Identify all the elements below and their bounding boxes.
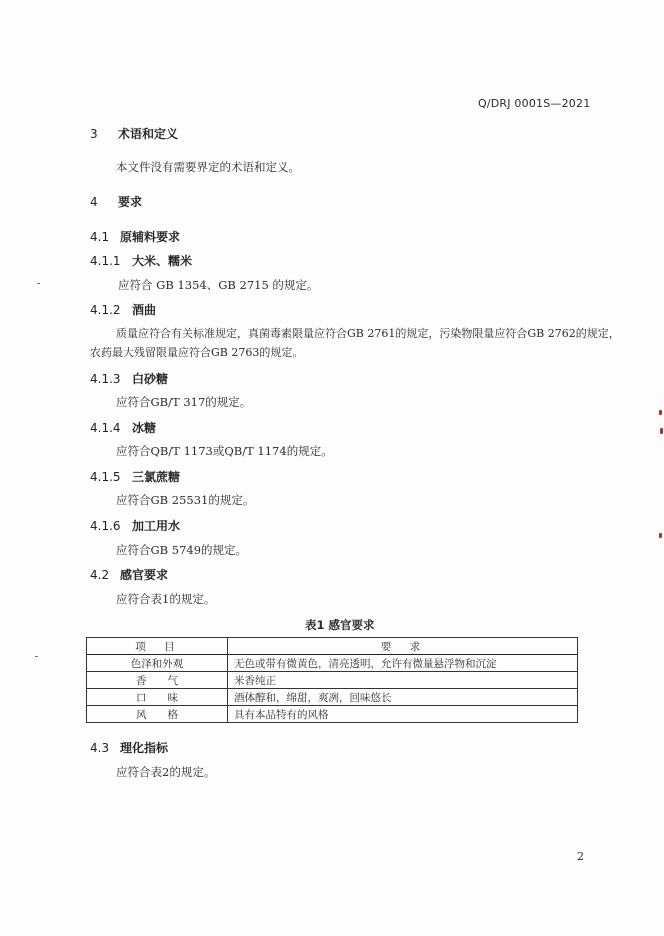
row-item: 口 味 xyxy=(87,689,228,706)
scan-mark xyxy=(660,428,663,434)
paragraph: 应符合表1的规定。 xyxy=(116,592,216,606)
row-requirement: 酒体醇和，绵甜，爽冽，回味悠长 xyxy=(228,689,578,706)
table-title: 表1 感官要求 xyxy=(305,618,375,632)
section-title: 感官要求 xyxy=(120,568,169,582)
section-title: 术语和定义 xyxy=(118,127,179,141)
paragraph-line: 农药最大残留限量应符合GB 2763的规定。 xyxy=(90,346,304,359)
row-item: 色泽和外观 xyxy=(87,655,228,672)
paragraph: 应符合GB 5749的规定。 xyxy=(116,543,248,557)
paragraph: 应符合 GB 1354、GB 2715 的规定。 xyxy=(118,278,319,292)
section-title: 加工用水 xyxy=(132,519,181,533)
paragraph: 本文件没有需要界定的术语和定义。 xyxy=(116,160,300,174)
section-number: 4.1.5 xyxy=(90,470,121,484)
sensory-requirements-table xyxy=(86,637,578,723)
section-number: 4.1 xyxy=(90,230,110,244)
paragraph: 应符合GB/T 317的规定。 xyxy=(116,395,252,409)
table-row xyxy=(87,689,578,706)
section-number: 4.1.3 xyxy=(90,372,121,386)
section-number: 4.1.6 xyxy=(90,519,121,533)
section-number: 3 xyxy=(90,127,98,141)
section-heading-4-1-3 xyxy=(90,370,168,387)
table-row xyxy=(87,672,578,689)
paragraph-line: 质量应符合有关标准规定，真菌毒素限量应符合GB 2761的规定，污染物限量应符合GB 2762的规定， xyxy=(116,327,620,340)
column-header-item: 项 目 xyxy=(87,638,228,655)
section-number: 4.1.2 xyxy=(90,303,121,317)
scan-mark xyxy=(659,533,662,538)
section-heading-4-1-2 xyxy=(90,301,156,318)
section-title: 白砂糖 xyxy=(132,372,169,386)
scan-mark xyxy=(37,283,40,284)
table-row xyxy=(87,706,578,723)
section-title: 理化指标 xyxy=(120,741,169,755)
section-heading-4-1-6 xyxy=(90,517,180,534)
table-row xyxy=(87,655,578,672)
section-title: 要求 xyxy=(118,195,143,209)
section-title: 大米、糯米 xyxy=(132,254,193,268)
section-heading-4-1-5 xyxy=(90,468,180,485)
paragraph: 应符合表2的规定。 xyxy=(116,765,216,779)
row-requirement: 米香纯正 xyxy=(228,672,578,689)
section-heading-3 xyxy=(90,125,178,142)
table-header-row xyxy=(87,638,578,655)
scan-mark xyxy=(35,656,38,657)
section-heading-4-1 xyxy=(90,228,180,245)
section-heading-4-3 xyxy=(90,739,168,756)
section-number: 4.3 xyxy=(90,741,110,755)
page-number: 2 xyxy=(577,850,584,863)
paragraph: 应符合GB 25531的规定。 xyxy=(116,493,255,507)
row-requirement: 具有本品特有的风格 xyxy=(228,706,578,723)
section-number: 4 xyxy=(90,195,98,209)
section-title: 三氯蔗糖 xyxy=(132,470,181,484)
section-heading-4-1-1 xyxy=(90,252,192,269)
row-item: 香 气 xyxy=(87,672,228,689)
section-heading-4-1-4 xyxy=(90,419,156,436)
section-heading-4-2 xyxy=(90,566,168,583)
section-number: 4.1.1 xyxy=(90,254,121,268)
column-header-requirement: 要 求 xyxy=(228,638,578,655)
section-title: 冰糖 xyxy=(132,421,157,435)
row-item: 风 格 xyxy=(87,706,228,723)
section-heading-4 xyxy=(90,193,142,210)
section-title: 酒曲 xyxy=(132,303,157,317)
section-number: 4.2 xyxy=(90,568,110,582)
section-title: 原辅料要求 xyxy=(120,230,181,244)
paragraph: 应符合QB/T 1173或QB/T 1174的规定。 xyxy=(116,444,333,458)
row-requirement: 无色或带有微黄色，清亮透明，允许有微量悬浮物和沉淀 xyxy=(228,655,578,672)
document-id: Q/DRJ 0001S—2021 xyxy=(478,97,591,110)
section-number: 4.1.4 xyxy=(90,421,121,435)
scan-mark xyxy=(659,410,662,415)
